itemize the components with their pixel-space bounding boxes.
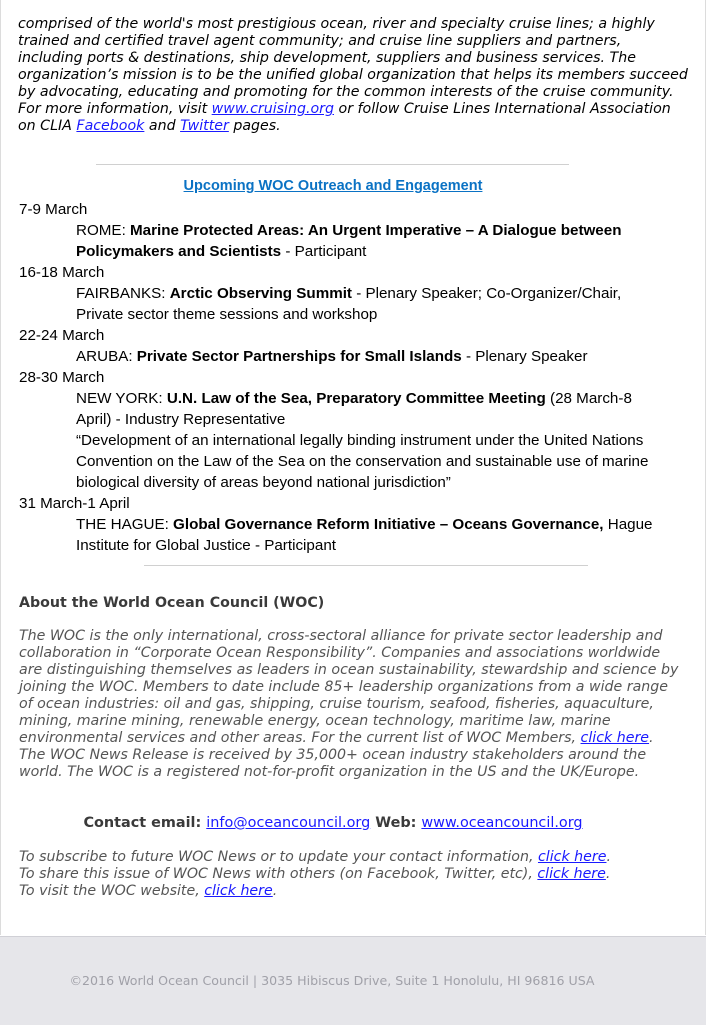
event-place: THE HAGUE: bbox=[76, 516, 174, 533]
event-place: ROME: bbox=[76, 222, 131, 239]
web-label: Web: bbox=[370, 815, 422, 831]
visit-text: To visit the WOC website, bbox=[19, 883, 205, 899]
event-name: U.N. Law of the Sea, Preparatory Committee Meeting bbox=[166, 390, 546, 407]
event-name: Marine Protected Areas: An Urgent Imperative – A Dialogue between Policymakers and Scientists bbox=[76, 222, 622, 260]
event-date: 16-18 March bbox=[19, 264, 105, 281]
event-date: 31 March-1 April bbox=[19, 495, 130, 512]
subscribe-link[interactable]: click here bbox=[537, 849, 607, 865]
intro-text: or follow Cruise Lines International Association on CLIA bbox=[18, 101, 671, 134]
clia-intro-paragraph bbox=[18, 16, 688, 135]
event-role: - Participant bbox=[281, 243, 367, 260]
event-detail bbox=[19, 514, 659, 556]
event-name: Private Sector Partnerships for Small Islands bbox=[136, 348, 462, 365]
event-date: 22-24 March bbox=[19, 327, 105, 344]
event-date: 7-9 March bbox=[19, 201, 88, 218]
event-name: Global Governance Reform Initiative – Oceans Governance, bbox=[173, 516, 604, 533]
event-role: Hague Institute for Global Justice - Participant bbox=[76, 516, 653, 554]
cruising-org-link[interactable]: www.cruising.org bbox=[211, 101, 334, 117]
intro-text: pages. bbox=[228, 118, 281, 134]
about-text: . The WOC News Release is received by 35,000+ ocean industry stakeholders around the world. The WOC is a registered not-for-profit organization in the US and the UK/Europe. bbox=[19, 730, 654, 780]
event-place: NEW YORK: bbox=[76, 390, 167, 407]
contact-email-link[interactable]: info@oceancouncil.org bbox=[206, 815, 371, 831]
members-list-link[interactable]: click here bbox=[580, 730, 650, 746]
about-paragraph bbox=[19, 628, 683, 781]
contact-line bbox=[1, 815, 665, 831]
event-detail bbox=[19, 346, 659, 367]
event-place: ARUBA: bbox=[76, 348, 137, 365]
period: . bbox=[606, 849, 611, 865]
facebook-link[interactable]: Facebook bbox=[76, 118, 145, 134]
divider bbox=[144, 565, 588, 566]
share-link[interactable]: click here bbox=[537, 866, 606, 882]
event-quote: “Development of an international legally binding instrument under the United Nations Convention on the Law of the Sea on the conservation and sustainable use of marine biological diversity of areas beyond national jurisdiction” bbox=[76, 432, 649, 491]
event-role: (28 March-8 April) - Industry Representative bbox=[76, 390, 632, 428]
event-detail bbox=[19, 388, 659, 430]
period: . bbox=[272, 883, 278, 899]
share-text: To share this issue of WOC News with others (on Facebook, Twitter, etc), bbox=[19, 866, 538, 882]
website-link[interactable]: www.oceancouncil.org bbox=[421, 815, 583, 831]
intro-text: comprised of the world's most prestigious ocean, river and specialty cruise lines; a highly trained and certified travel agent community; and cruise line suppliers and partners, including ports & destinations, ship development, suppliers and business services. The organization’s mission is to be the unified global organization that helps its members succeed by advocating, educating and promoting for the common interests of the cruise community. For more information, visit bbox=[18, 16, 688, 117]
divider bbox=[96, 164, 569, 165]
event-name: Arctic Observing Summit bbox=[169, 285, 352, 302]
period: . bbox=[605, 866, 611, 882]
subscribe-text: To subscribe to future WOC News or to update your contact information, bbox=[19, 849, 538, 865]
event-role: - Plenary Speaker bbox=[461, 348, 588, 365]
intro-text: and bbox=[144, 118, 181, 134]
about-section-title: About the World Ocean Council (WOC) bbox=[19, 595, 325, 611]
event-date: 28-30 March bbox=[19, 369, 105, 386]
event-role: - Plenary Speaker; Co-Organizer/Chair, Private sector theme sessions and workshop bbox=[76, 285, 622, 323]
visit-website-link[interactable]: click here bbox=[204, 883, 273, 899]
twitter-link[interactable]: Twitter bbox=[180, 118, 229, 134]
events-section-title[interactable]: Upcoming WOC Outreach and Engagement bbox=[183, 178, 483, 194]
footer-address: ©2016 World Ocean Council | 3035 Hibiscus Drive, Suite 1 Honolulu, HI 96816 USA bbox=[69, 973, 595, 988]
event-detail bbox=[19, 220, 659, 262]
footer bbox=[0, 936, 706, 1025]
subscribe-block bbox=[19, 849, 683, 900]
events-list bbox=[19, 199, 659, 556]
contact-email-label: Contact email: bbox=[83, 815, 207, 831]
event-place: FAIRBANKS: bbox=[76, 285, 170, 302]
event-detail bbox=[19, 283, 659, 325]
about-text: The WOC is the only international, cross-sectoral alliance for private sector leadership and collaboration in “Corporate Ocean Responsibility”. Companies and associations worldwide are distinguishing themselves as leaders in ocean sustainability, stewardship and science by joining the WOC. Members to date include 85+ leadership organizations from a wide range of ocean industries: oil and gas, shipping, cruise tourism, seafood, fisheries, aquaculture, mining, marine mining, renewable energy, ocean technology, maritime law, marine environmental services and other areas. For the current list of WOC Members, bbox=[19, 628, 679, 746]
